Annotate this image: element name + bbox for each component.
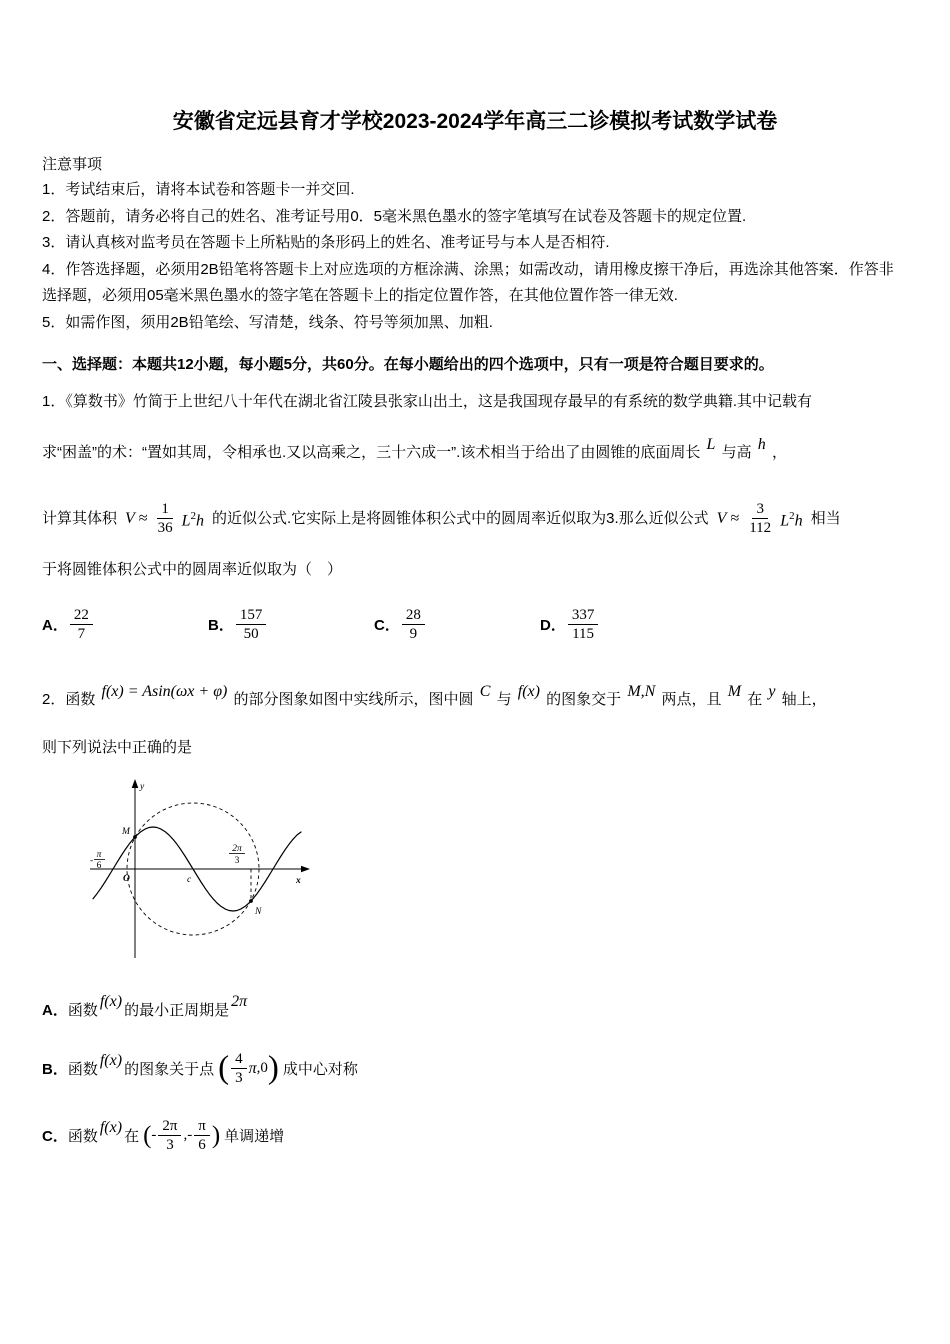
math-f-x: f(x) bbox=[517, 683, 540, 700]
q2-function-graph bbox=[85, 774, 315, 964]
tick-right-den: 3 bbox=[234, 856, 240, 866]
math-var-h: h bbox=[757, 436, 766, 453]
tick-left-minus: - bbox=[90, 856, 94, 866]
x-axis-arrow bbox=[301, 866, 310, 873]
q1-line3-text: 计算其体积 bbox=[42, 510, 118, 527]
q2-text-line1 bbox=[42, 685, 908, 715]
q1-option-a: A． $\frac{22}{7}$ bbox=[42, 606, 208, 643]
notice-item-2: 2．答题前，请务必将自己的姓名、准考证号用0．5毫米黑色墨水的签字笔填写在试卷及答题卡的规定位置. bbox=[42, 207, 747, 225]
x-axis-label: x bbox=[296, 876, 301, 886]
q2-line1-text3: 与 bbox=[496, 691, 512, 708]
q2-line1-text: 2．函数 bbox=[42, 691, 96, 708]
fraction-pi-6: $\frac{\pi}{6}$ bbox=[194, 1117, 210, 1154]
math-f-x-b: f(x) bbox=[99, 1051, 123, 1069]
center-c-label: c bbox=[187, 875, 192, 885]
q1-option-b: B． $\frac{157}{50}$ bbox=[208, 606, 374, 643]
point-n-dot bbox=[249, 899, 253, 903]
q1-line2-text2: 与高 bbox=[721, 444, 752, 461]
fraction-4-3: $\frac{4}{3}$ bbox=[231, 1050, 247, 1087]
fraction-22-7: $\frac{22}{7}$ bbox=[70, 606, 93, 643]
left-paren: ( bbox=[218, 1050, 230, 1086]
fraction-2pi-3: $\frac{2\pi}{3}$ bbox=[158, 1117, 181, 1154]
math-var-V: V bbox=[125, 510, 135, 527]
minus-1: - bbox=[151, 1127, 157, 1143]
q1-line2-text3: ， bbox=[771, 444, 787, 461]
math-points-mn: M,N bbox=[627, 683, 656, 700]
section1-heading: 一、选择题：本题共12小题，每小题5分，共60分。在每小题给出的四个选项中，只有一项是符合题目要求的。 bbox=[42, 356, 774, 373]
fraction-28-9: $\frac{28}{9}$ bbox=[402, 606, 425, 643]
point-m-label: M bbox=[122, 827, 130, 837]
q2-text-line2: 则下列说法中正确的是 bbox=[42, 739, 193, 756]
left-paren-c: ( bbox=[143, 1122, 152, 1149]
math-var-C: C bbox=[479, 683, 491, 700]
q1-options bbox=[42, 606, 908, 643]
y-axis-arrow bbox=[132, 779, 139, 788]
approx-symbol-2: ≈ bbox=[730, 510, 740, 527]
math-var-V2: V bbox=[716, 510, 727, 527]
q1-line3-text2: 的近似公式.它实际上是将圆锥体积公式中的圆周率近似取为3.那么近似公式 bbox=[211, 510, 709, 527]
comma-c: , bbox=[183, 1127, 188, 1143]
formula-volume-3-112 bbox=[717, 500, 803, 537]
q2-line1-text4: 的图象交于 bbox=[546, 691, 622, 708]
math-var-L: L bbox=[706, 436, 716, 453]
q2-line1-text6: 在 bbox=[747, 691, 763, 708]
math-var-y: y bbox=[768, 683, 776, 700]
q2-option-a: A． 函数 f(x) 的最小正周期是 2π bbox=[42, 992, 248, 1019]
notice-item-5: 5．如需作图，须用2B铅笔绘、写清楚，线条、符号等须加黑、加粗. bbox=[42, 313, 493, 331]
y-axis-label: y bbox=[140, 782, 145, 792]
q2-optc-text3: 单调递增 bbox=[224, 1128, 285, 1145]
math-f-x-c: f(x) bbox=[99, 1118, 123, 1136]
q2-option-b: B． 函数 f(x) 的图象关于点 ( $\frac{4}{3}$ π , 0 ) 成中心对称 bbox=[42, 1050, 358, 1086]
origin-label: O bbox=[123, 874, 130, 884]
formula-volume-1-36 bbox=[125, 500, 204, 537]
q1-line3-text3: 相当 bbox=[810, 510, 841, 527]
q2-optb-text2: 的图象关于点 bbox=[124, 1061, 215, 1078]
math-comma: , bbox=[256, 1060, 261, 1076]
math-interval bbox=[143, 1117, 220, 1154]
page-title: 安徽省定远县育才学校2023-2024学年高三二诊模拟考试数学试卷 bbox=[172, 110, 778, 133]
math-l-squared-h: $L^2h$ bbox=[181, 509, 204, 530]
math-point-4-3-pi-0 bbox=[218, 1050, 279, 1087]
notice-item-3: 3．请认真核对监考员在答题卡上所粘贴的条形码上的姓名、准考证号与本人是否相符. bbox=[42, 234, 610, 251]
q2-optb-text3: 成中心对称 bbox=[282, 1061, 358, 1078]
q1-text-line1: 1．《算数书》竹简于上世纪八十年代在湖北省江陵县张家山出土，这是我国现存最早的有系统的数学典籍.其中记载有 bbox=[42, 393, 813, 410]
q2-figure-container bbox=[85, 774, 908, 969]
minus-2: - bbox=[187, 1127, 193, 1143]
q2-optc-text2: 在 bbox=[124, 1128, 140, 1145]
q2-optc-text: 函数 bbox=[67, 1128, 98, 1145]
math-f-x-a: f(x) bbox=[99, 992, 123, 1010]
fraction-3-112: $\frac{3}{112}$ bbox=[749, 501, 772, 536]
point-m-dot bbox=[133, 835, 137, 839]
formula-f-x-asin: f(x) = Asin(ωx + φ) bbox=[101, 683, 228, 700]
q1-option-d: D． $\frac{337}{115}$ bbox=[540, 606, 600, 643]
math-pi: π bbox=[248, 1059, 257, 1077]
q2-line1-text7: 轴上， bbox=[781, 691, 827, 708]
tick-right-num: 2π bbox=[232, 844, 242, 854]
approx-symbol: ≈ bbox=[138, 510, 148, 527]
q1-option-c: C． $\frac{28}{9}$ bbox=[374, 606, 540, 643]
fraction-157-50: $\frac{157}{50}$ bbox=[236, 606, 267, 643]
math-2pi: 2π bbox=[231, 992, 248, 1010]
q2-opta-text2: 的最小正周期是 bbox=[124, 1002, 230, 1019]
fraction-337-115: $\frac{337}{115}$ bbox=[568, 606, 599, 643]
notice-heading: 注意事项 bbox=[42, 156, 103, 173]
math-l-squared-h-2: $L^2h$ bbox=[780, 509, 803, 530]
q2-optb-text: 函数 bbox=[67, 1061, 98, 1078]
tick-left-num: π bbox=[96, 850, 102, 860]
math-point-m: M bbox=[727, 683, 742, 700]
point-n-label: N bbox=[255, 907, 262, 917]
q2-line1-text2: 的部分图象如图中实线所示，图中圆 bbox=[233, 691, 474, 708]
q2-opta-text: 函数 bbox=[67, 1002, 98, 1019]
q1-line2-text: 求“困盖”的术：“置如其周，令相承也.又以高乘之，三十六成一”.该术相当于给出了由圆锥的底面周长 bbox=[42, 444, 701, 461]
notice-section bbox=[42, 152, 908, 336]
right-paren-c: ) bbox=[211, 1122, 221, 1149]
q1-text-line3 bbox=[42, 500, 908, 537]
right-paren: ) bbox=[267, 1050, 279, 1086]
q2-option-c: C． 函数 f(x) 在 ( - $\frac{2\pi}{3}$ , - $\frac{\pi}{6}$ ) 单调递增 bbox=[42, 1118, 285, 1153]
fraction-1-36: $\frac{1}{36}$ bbox=[157, 501, 173, 536]
notice-item-1: 1．考试结束后，请将本试卷和答题卡一并交回. bbox=[42, 181, 355, 198]
q1-text-line4: 于将圆锥体积公式中的圆周率近似取为（ ） bbox=[42, 561, 343, 578]
q1-text-line2 bbox=[42, 436, 908, 470]
math-zero: 0 bbox=[260, 1060, 268, 1076]
q2-line1-text5: 两点，且 bbox=[661, 691, 722, 708]
tick-left-den: 6 bbox=[96, 861, 102, 871]
notice-item-4: 4．作答选择题，必须用2B铅笔将答题卡上对应选项的方框涂满、涂黑；如需改动，请用橡皮擦干净后，再选涂其他答案．作答非选择题，必须用05毫米黑色墨水的签字笔在答题卡上的指定位置作答，在其他位置作答一律无效. bbox=[42, 260, 894, 304]
